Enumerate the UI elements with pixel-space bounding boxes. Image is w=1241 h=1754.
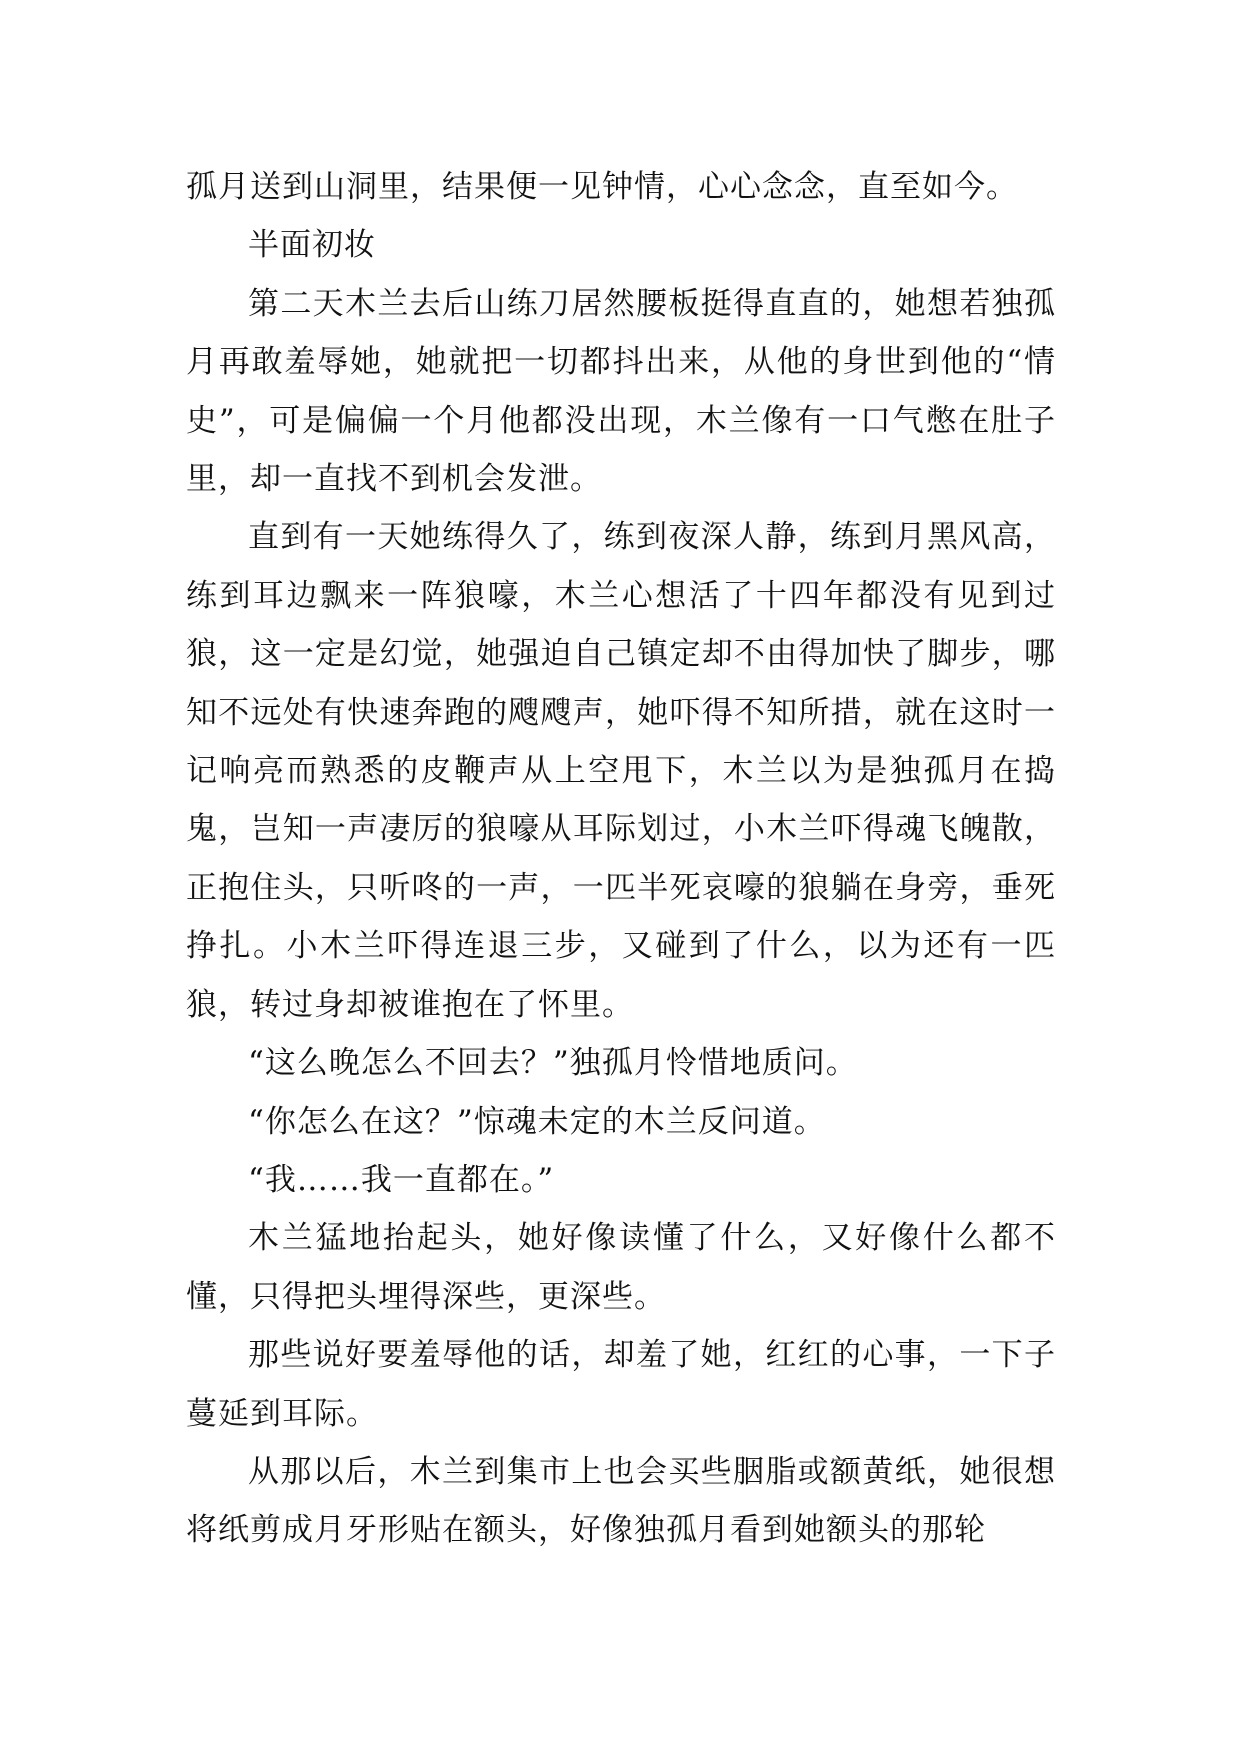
document-body bbox=[186, 158, 1056, 1560]
paragraph: 那些说好要羞辱他的话，却羞了她，红红的心事，一下子蔓延到耳际。 bbox=[186, 1337, 1056, 1432]
paragraph: 从那以后，木兰到集市上也会买些胭脂或额黄纸，她很想将纸剪成月牙形贴在额头，好像独孤月看到她额头的那轮 bbox=[186, 1453, 1056, 1549]
dialogue-line: “你怎么在这？”惊魂未定的木兰反问道。 bbox=[248, 1103, 826, 1140]
section-heading: 半面初妆 bbox=[248, 227, 376, 264]
paragraph: 直到有一天她练得久了，练到夜深人静，练到月黑风高，练到耳边飘来一阵狼嚎，木兰心想活了十四年都没有见到过狼，这一定是幻觉，她强迫自己镇定却不由得加快了脚步，哪知不远处有快速奔跑的飕飕声，她吓得不知所措，就在这时一记响亮而熟悉的皮鞭声从上空甩下，木兰以为是独孤月在捣鬼，岂知一声凄厉的狼嚎从耳际划过，小木兰吓得魂飞魄散，正抱住头，只听咚的一声，一匹半死哀嚎的狼躺在身旁，垂死挣扎。小木兰吓得连退三步，又碰到了什么，以为还有一匹狼，转过身却被谁抱在了怀里。 bbox=[186, 519, 1056, 1023]
paragraph: 木兰猛地抬起头，她好像读懂了什么，又好像什么都不懂，只得把头埋得深些，更深些。 bbox=[186, 1220, 1056, 1315]
dialogue-line: “这么晚怎么不回去？”独孤月怜惜地质问。 bbox=[248, 1045, 858, 1082]
dialogue-line: “我……我一直都在。” bbox=[248, 1161, 555, 1198]
paragraph: 第二天木兰去后山练刀居然腰板挺得直直的，她想若独孤月再敢羞辱她，她就把一切都抖出来，从他的身世到他的“情史”，可是偏偏一个月他都没出现，木兰像有一口气憋在肚子里，却一直找不到机会发泄。 bbox=[186, 285, 1056, 498]
paragraph-continued: 孤月送到山洞里，结果便一见钟情，心心念念，直至如今。 bbox=[186, 169, 1018, 205]
